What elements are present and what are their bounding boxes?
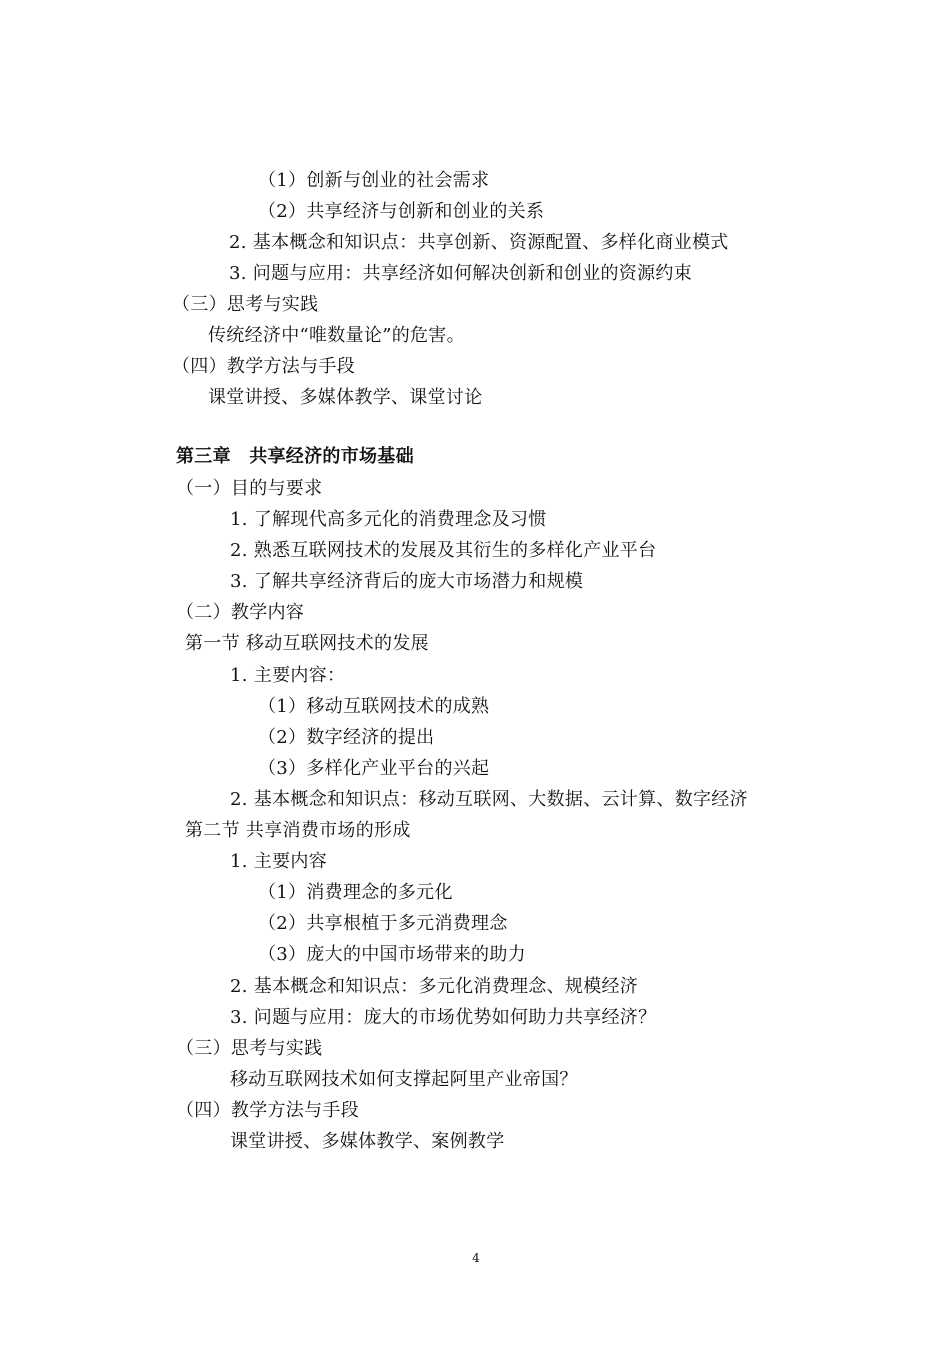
section-heading: （二）教学内容	[176, 602, 305, 623]
list-item: （1）移动互联网技术的成熟	[258, 696, 490, 717]
section-heading: （四）教学方法与手段	[172, 356, 355, 377]
paragraph: 传统经济中“唯数量论”的危害。	[208, 325, 465, 346]
list-item: （2）数字经济的提出	[258, 727, 435, 748]
list-item: 2. 熟悉互联网技术的发展及其衍生的多样化产业平台	[230, 540, 657, 561]
page-number: 4	[472, 1251, 480, 1265]
list-item: 1. 主要内容	[230, 851, 327, 872]
section-heading: （三）思考与实践	[176, 1038, 323, 1059]
concepts-line: 2. 基本概念和知识点：移动互联网、大数据、云计算、数字经济	[230, 789, 748, 810]
list-item: （3）庞大的中国市场带来的助力	[258, 944, 526, 965]
concepts-line: 2. 基本概念和知识点：共享创新、资源配置、多样化商业模式	[229, 232, 729, 253]
section-heading: （一）目的与要求	[176, 478, 323, 499]
concepts-line: 2. 基本概念和知识点：多元化消费理念、规模经济	[230, 976, 639, 997]
list-item: 3. 了解共享经济背后的庞大市场潜力和规模	[230, 571, 584, 592]
application-line: 3. 问题与应用：共享经济如何解决创新和创业的资源约束	[229, 263, 692, 284]
list-item: 1. 了解现代高多元化的消费理念及习惯	[230, 509, 547, 530]
list-item: （2）共享经济与创新和创业的关系	[258, 201, 545, 222]
application-line: 3. 问题与应用：庞大的市场优势如何助力共享经济？	[230, 1007, 657, 1028]
section-heading: （三）思考与实践	[172, 294, 319, 315]
list-item: （1）消费理念的多元化	[258, 882, 453, 903]
paragraph: 课堂讲授、多媒体教学、课堂讨论	[208, 387, 483, 408]
section-heading: （四）教学方法与手段	[176, 1100, 359, 1121]
paragraph: 移动互联网技术如何支撑起阿里产业帝国？	[230, 1069, 578, 1090]
list-item: 1. 主要内容：	[230, 665, 346, 686]
chapter-title: 第三章 共享经济的市场基础	[176, 446, 414, 467]
list-item: （2）共享根植于多元消费理念	[258, 913, 508, 934]
paragraph: 课堂讲授、多媒体教学、案例教学	[230, 1131, 505, 1152]
list-item: （1）创新与创业的社会需求	[258, 170, 490, 191]
subsection-title: 第一节 移动互联网技术的发展	[185, 633, 429, 654]
list-item: （3）多样化产业平台的兴起	[258, 758, 490, 779]
subsection-title: 第二节 共享消费市场的形成	[185, 820, 411, 841]
